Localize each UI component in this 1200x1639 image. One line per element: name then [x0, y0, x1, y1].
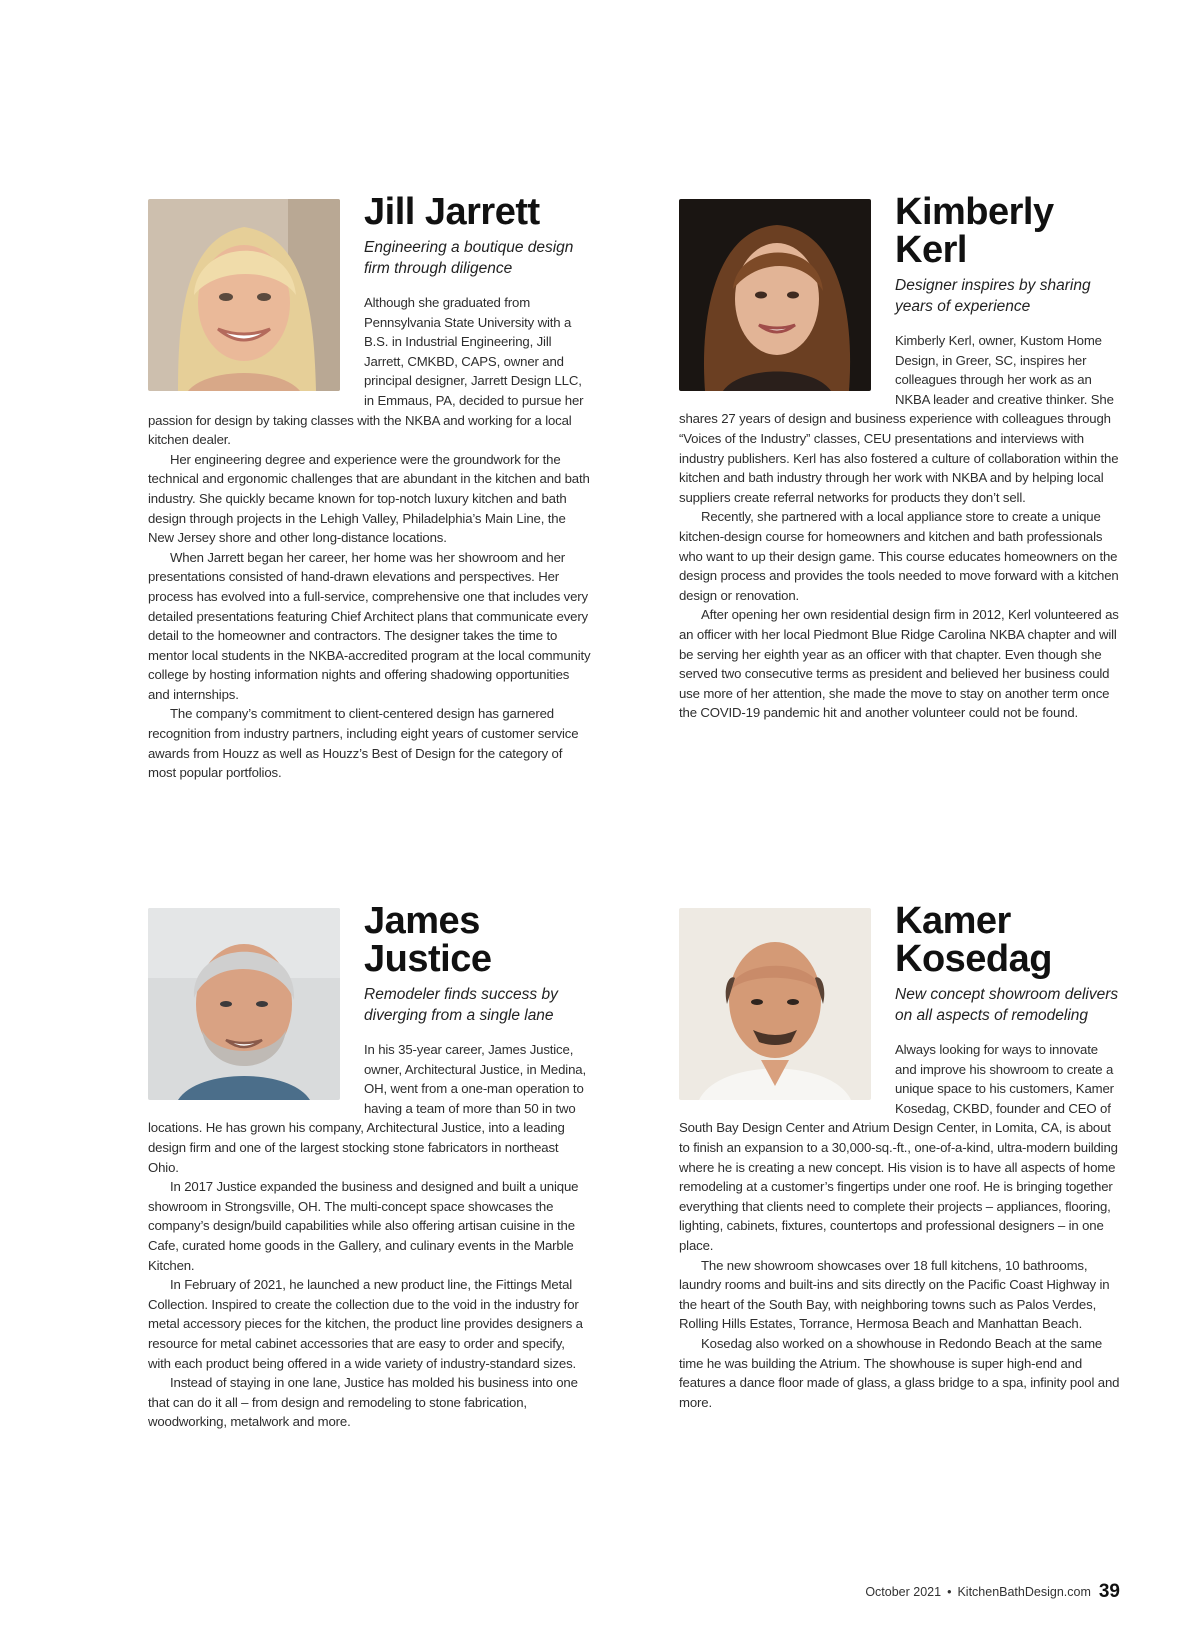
profile-paragraph: Her engineering degree and experience were the groundwork for the technical and ergonomic challenges that are abundant in the kitchen and bath industry. She quickly became known for top-notch luxury kitchen and bath design through projects in the Lehigh Valley, Philadelphia’s Main Line, the New Jersey shore and other long-distance locations.	[148, 451, 590, 546]
portrait-photo-kamer-kosedag	[679, 908, 871, 1100]
profile-james-justice	[148, 900, 591, 1432]
portrait-man-bald-image	[679, 908, 871, 1100]
footer-website: KitchenBathDesign.com	[957, 1585, 1091, 1599]
profile-tagline: New concept showroom delivers on all aspects of remodeling	[895, 986, 1119, 1024]
page-number: 39	[1098, 1581, 1120, 1602]
profile-paragraph: Instead of staying in one lane, Justice has molded his business into one that can do it all – from design and remodeling to stone fabrication, woodworking, metalwork and more.	[148, 1375, 578, 1430]
profile-paragraph: Kosedag also worked on a showhouse in Redondo Beach at the same time he was building the Atrium. The showhouse is super high-end and features a dance floor made of glass, a glass bridge to a spa, infinity pool and more.	[679, 1335, 1120, 1410]
footer-separator: •	[947, 1585, 952, 1599]
profile-kimberly-kerl	[679, 191, 1122, 723]
profile-paragraph: The company’s commitment to client-centered design has garnered recognition from industry partners, including eight years of customer service awards from Houzz as well as Houzz’s Best of Design for the category of most popular portfolios.	[148, 706, 579, 781]
profile-name: Kamer Kosedag	[895, 900, 1052, 980]
profile-tagline: Remodeler finds success by diverging from a single lane	[364, 986, 558, 1024]
profile-name: James Justice	[364, 900, 492, 980]
profile-paragraph: Recently, she partnered with a local appliance store to create a unique kitchen-design course for homeowners and kitchen and bath professionals who want to up their design game. This course educates homeowners on the design process and provides the tools needed to move forward with a kitchen design or renovation.	[679, 509, 1119, 603]
profile-paragraph: Always looking for ways to innovate and improve his showroom to create a unique space to his customers, Kamer Kosedag, CKBD, founder and CEO of South Bay Design Center and Atrium Design Center, in Lomita, CA, is about to finish an expansion to a 30,000-sq.-ft., one-of-a-kind, ultra-modern building where he is creating a new concept. His vision is to have all aspects of home remodeling at a customer’s fingertips under one roof. He is bringing together everything that clients need to complete their projects – appliances, flooring, lighting, cabinets, fixtures, countertops and professional designers – in one place.	[679, 1042, 1118, 1253]
profile-paragraph: After opening her own residential design firm in 2012, Kerl volunteered as an officer with her local Piedmont Blue Ridge Carolina NKBA chapter and will be serving her eighth year as an officer with that chapter. Even though she served two consecutive terms as president and believed her business could use more of her attention, she made the move to stay on another term once the COVID-19 pandemic hit and another volunteer could not be found.	[679, 607, 1119, 721]
profile-tagline: Designer inspires by sharing years of experience	[895, 277, 1091, 315]
profile-name: Jill Jarrett	[364, 191, 540, 233]
profile-paragraph: The new showroom showcases over 18 full kitchens, 10 bathrooms, laundry rooms and built-ins and sits directly on the Pacific Coast Highway in the heart of the South Bay, with neighboring towns such as Palos Verdes, Rolling Hills Estates, Torrance, Hermosa Beach and Manhattan Beach.	[679, 1257, 1110, 1332]
profile-paragraph: In 2017 Justice expanded the business and designed and built a unique showroom in Strongsville, OH. The multi-concept space showcases the company’s design/build capabilities while also offering artisan cuisine in the Cafe, curated home goods in the Gallery, and culinary events in the Marble Kitchen.	[148, 1179, 579, 1273]
portrait-photo-kimberly-kerl	[679, 199, 871, 391]
profile-paragraph: Although she graduated from Pennsylvania State University with a B.S. in Industrial Engineering, Jill Jarrett, CMKBD, CAPS, owner and principal designer, Jarrett Design LLC, in Emmaus, PA, decided to pursue her passion for design by taking classes with the NKBA and working for a local kitchen dealer.	[148, 295, 584, 448]
portrait-woman-brunette-image	[679, 199, 871, 391]
profile-tagline: Engineering a boutique design firm through diligence	[364, 239, 574, 277]
portrait-man-gray-hair-image	[148, 908, 340, 1100]
profile-paragraph: In his 35-year career, James Justice, owner, Architectural Justice, in Medina, OH, went from a one-man operation to having a team of more than 50 in two locations. He has grown his company, Architectural Justice, into a leading design firm and one of the largest stocking stone fabricators in northeast Ohio.	[148, 1042, 586, 1175]
portrait-photo-jill-jarrett	[148, 199, 340, 391]
page-footer	[820, 1581, 1120, 1603]
profile-paragraph: Kimberly Kerl, owner, Kustom Home Design, in Greer, SC, inspires her colleagues through her work as an NKBA leader and creative thinker. She shares 27 years of design and business experience with colleagues through “Voices of the Industry” classes, CEU presentations and interviews with industry publishers. Kerl has also fostered a culture of collaboration within the kitchen and bath industry through her work with NKBA and by helping local suppliers create referral networks for products they don’t sell.	[679, 333, 1119, 505]
profile-paragraph: In February of 2021, he launched a new product line, the Fittings Metal Collection. Inspired to create the collection due to the void in the industry for metal accessory pieces for the kitchen, the product line provides designers a resource for metal cabinet accessories that are easy to order and specify, with each product being offered in a wide variety of industry-standard sizes.	[148, 1277, 583, 1371]
portrait-photo-james-justice	[148, 908, 340, 1100]
profile-name: Kimberly Kerl	[895, 191, 1054, 271]
portrait-woman-blonde-image	[148, 199, 340, 391]
footer-issue-date: October 2021	[865, 1585, 942, 1599]
profile-kamer-kosedag	[679, 900, 1122, 1412]
profile-jill-jarrett	[148, 191, 591, 783]
profile-paragraph: When Jarrett began her career, her home was her showroom and her presentations consisted of hand-drawn elevations and perspectives. Her process has evolved into a full-service, comprehensive one that includes very detailed presentations featuring Chief Architect plans that communicate every detail to the homeowner and contractors. The designer takes the time to mentor local students in the NKBA-accredited program at the local community college by hosting information nights and offering shadowing opportunities and internships.	[148, 549, 591, 702]
